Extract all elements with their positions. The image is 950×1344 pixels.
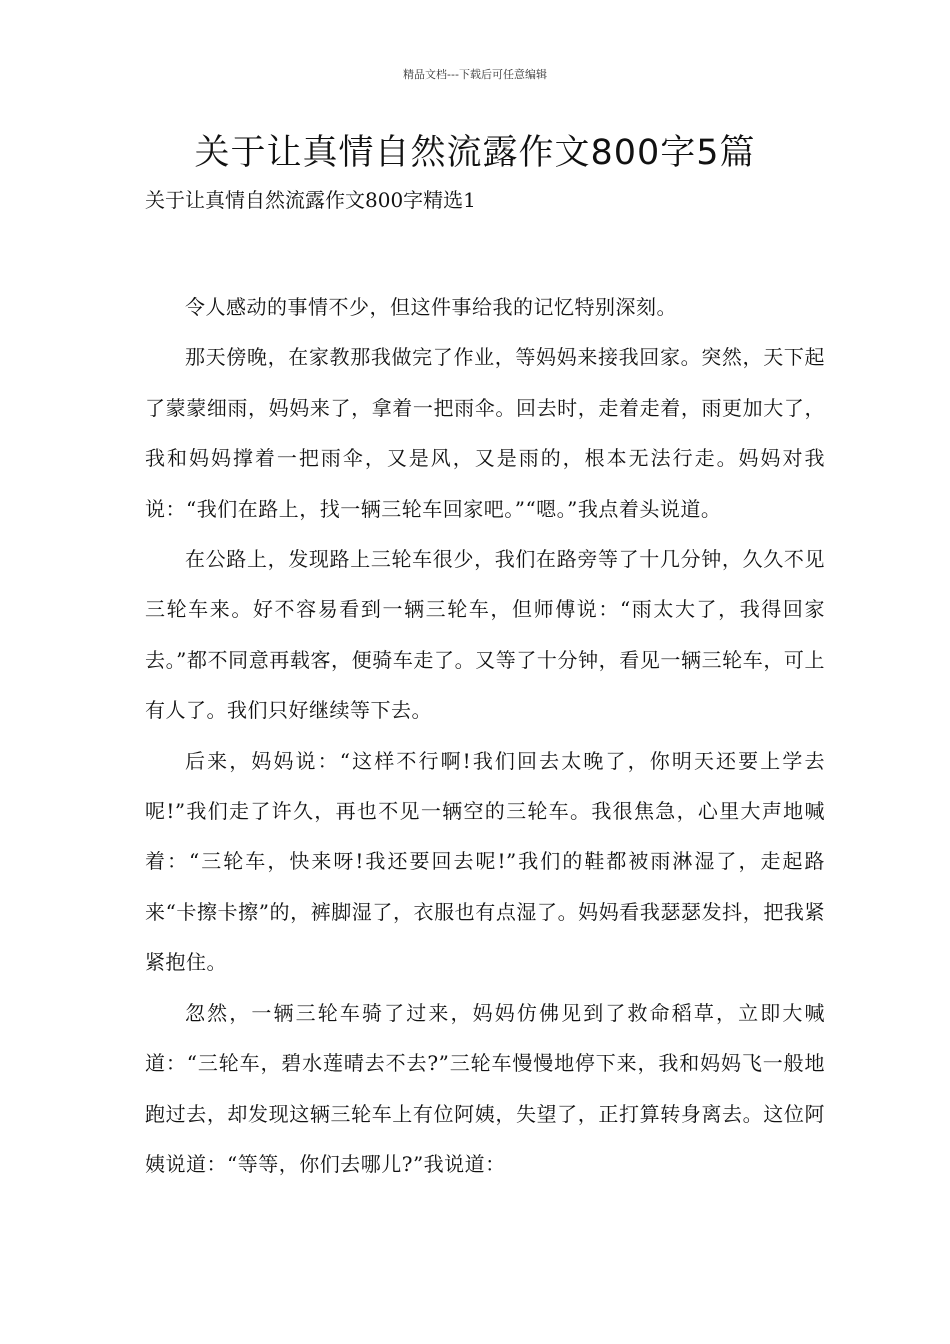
paragraph: 令人感动的事情不少，但这件事给我的记忆特别深刻。 [185, 295, 677, 319]
header-note: 精品文档---下载后可任意编辑 [403, 68, 547, 81]
paragraph: 忽然，一辆三轮车骑了过来，妈妈仿佛见到了救命稻草，立即大喊道：“三轮车，碧水莲晴去不去?”三轮车慢慢地停下来，我和妈妈飞一般地跑过去，却发现这辆三轮车上有位阿姨，失望了，正打算转身离去。这位阿姨说道：“等等，你们去哪儿?”我说道： [145, 1000, 825, 1176]
document-body [145, 282, 825, 1189]
paragraph: 在公路上，发现路上三轮车很少，我们在路旁等了十几分钟，久久不见三轮车来。好不容易看到一辆三轮车，但师傅说：“雨太大了，我得回家去。”都不同意再载客，便骑车走了。又等了十分钟，看见一辆三轮车，可上有人了。我们只好继续等下去。 [145, 547, 825, 723]
paragraph: 那天傍晚，在家教那我做完了作业，等妈妈来接我回家。突然，天下起了蒙蒙细雨，妈妈来了，拿着一把雨伞。回去时，走着走着，雨更加大了，我和妈妈撑着一把雨伞，又是风，又是雨的，根本无法行走。妈妈对我说：“我们在路上，找一辆三轮车回家吧。”“嗯。”我点着头说道。 [145, 345, 825, 521]
paragraph: 后来，妈妈说：“这样不行啊!我们回去太晚了，你明天还要上学去呢!”我们走了许久，再也不见一辆空的三轮车。我很焦急，心里大声地喊着：“三轮车，快来呀!我还要回去呢!”我们的鞋都被雨淋湿了，走起路来“卡擦卡擦”的，裤脚湿了，衣服也有点湿了。妈妈看我瑟瑟发抖，把我紧紧抱住。 [145, 748, 825, 975]
document-title: 关于让真情自然流露作文800字5篇 [194, 133, 756, 173]
document-subtitle: 关于让真情自然流露作文800字精选1 [145, 188, 476, 212]
